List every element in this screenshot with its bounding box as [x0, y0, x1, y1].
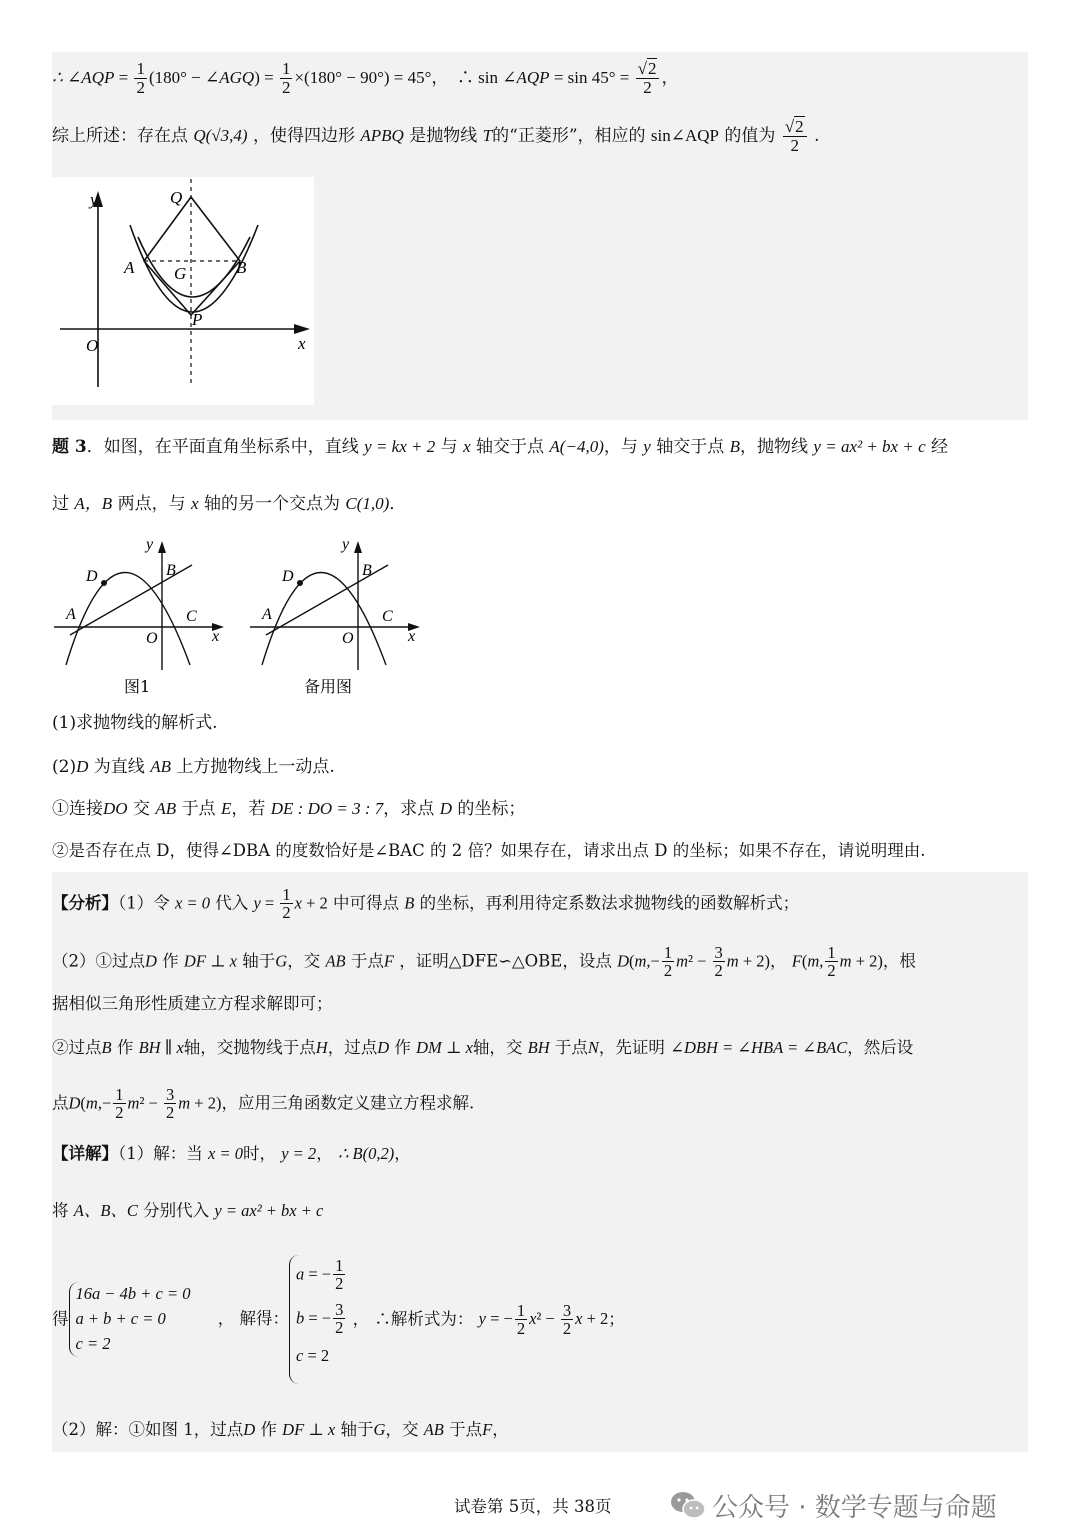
q3-line-2: 过 A，B 两点，与 x 轴的另一个交点为 C(1,0)． [52, 494, 407, 514]
fig-prev-label-a: A [124, 258, 135, 277]
detail-line-1: 【详解】（1）解：当 x = 0时， y = 2， ∴ B(0,2)， [52, 1144, 411, 1163]
detail-line-3: （2）解：①如图 1，过点D 作 DF ⊥ x 轴于G，交 AB 于点F， [52, 1420, 509, 1439]
q3-part-2: (2)D 为直线 AB 上方抛物线上一动点. [52, 757, 335, 777]
q3-sub-1: ①连接DO 交 AB 于点 E，若 DE : DO = 3 : 7，求点 D 的坐标； [52, 799, 526, 819]
svg-text:y: y [342, 536, 350, 553]
analysis-tag: 【分析】 [52, 893, 118, 913]
equation-system: 16a − 4b + c = 0 a + b + c = 0 c = 2 [69, 1282, 191, 1356]
solution-line-2: 综上所述：存在点 Q(√3,4) ，使得四边形 APBQ 是抛物线 T的“正菱形”，相应的 sin∠AQP 的值为 $\frac{√2}{2}$ . [52, 117, 820, 155]
svg-text:x: x [212, 628, 220, 645]
fig-prev-label-o: O [86, 336, 99, 355]
fig-prev-label-g: G [174, 264, 187, 283]
fig-prev-label-b: B [236, 258, 247, 277]
svg-text:x: x [408, 628, 416, 645]
detail-system: 得 16a − 4b + c = 0 a + b + c = 0 c = 2 ， 解得： a = − $\frac{1}{2}$ b = − $\frac{3}{2}$ c = 2 ， ∴解析式为： y = − $\frac{1}{2}$ x² − $\frac{3}{2}$ x + 2； [52, 1255, 625, 1384]
fig-prev-label-p: P [192, 310, 203, 329]
figure-1-caption: 图1 [124, 677, 151, 696]
analysis-line-2: （2）①过点D 作 DF ⊥ x 轴于G，交 AB 于点F ，证明△DFE∽△OBE，设点 D(m,− $\frac{1}{2}$ m² − $\frac{3}{2}$ m + 2)， F(m, $\frac{1}{2}$ m + 2)，根 [52, 943, 916, 981]
solution-line-1: ∴ ∠AQP = $\frac{1}{2}$ (180° − ∠AGQ) = $\frac{1}{2}$ ×(180° − 90°) = 45°， ∴ sin ∠AQP = sin 45° = $\frac{√2}{2}$ ， [52, 59, 679, 97]
svg-text:A: A [66, 606, 76, 623]
wechat-icon [668, 1489, 708, 1526]
svg-text:C: C [186, 608, 197, 625]
detail-tag: 【详解】 [52, 1144, 118, 1163]
q3-sub-2: ②是否存在点 D，使得∠DBA 的度数恰好是∠BAC 的 2 倍？如果存在，请求出点 D 的坐标；如果不存在，请说明理由. [52, 841, 926, 860]
point-q: Q(√3,4) [193, 125, 248, 145]
analysis-line-5: 点D(m,− $\frac{1}{2}$ m² − $\frac{3}{2}$ m + 2)，应用三角函数定义建立方程求解. [52, 1085, 475, 1123]
question-number: 题 3 [52, 437, 87, 457]
fig-prev-label-y: y [90, 190, 98, 209]
svg-text:D: D [86, 568, 98, 585]
analysis-line-3: 据相似三角形性质建立方程求解即可； [52, 994, 333, 1013]
svg-text:y: y [146, 536, 154, 553]
q3-line-1: 题 3．如图，在平面直角坐标系中，直线 y = kx + 2 与 x 轴交于点 A(−4,0)，与 y 轴交于点 B，抛物线 y = ax² + bx + c 经 [52, 437, 949, 457]
svg-text:A: A [262, 606, 272, 623]
analysis-line-1: 【分析】（1）令 x = 0 代入 y = $\frac{1}{2}$ x + 2 中可得点 B 的坐标，再利用待定系数法求抛物线的函数解析式； [52, 885, 800, 923]
fig-prev-label-x: x [298, 334, 306, 353]
fig-prev-label-q: Q [170, 188, 183, 207]
svg-text:C: C [382, 608, 393, 625]
detail-line-2: 将 A、B、C 分别代入 y = ax² + bx + c [52, 1201, 324, 1220]
page-number: 试卷第 5页，共 38页 [454, 1497, 612, 1516]
svg-text:O: O [342, 630, 354, 647]
q3-part-1: (1)求抛物线的解析式. [52, 713, 218, 733]
rhombus-parabola-figure [52, 177, 314, 405]
svg-text:D: D [282, 568, 294, 585]
svg-text:O: O [146, 630, 158, 647]
svg-text:B: B [166, 562, 176, 579]
figure-1 [52, 535, 232, 700]
backup-figure-caption: 备用图 [304, 677, 353, 696]
solution-system: a = − $\frac{1}{2}$ b = − $\frac{3}{2}$ c = 2 [289, 1255, 347, 1384]
watermark-text: 公众号 · 数学专题与命题 [712, 1493, 997, 1523]
backup-figure [248, 535, 428, 700]
svg-text:B: B [362, 562, 372, 579]
analysis-line-4: ②过点B 作 BH ∥ x轴，交抛物线于点H，过点D 作 DM ⊥ x轴，交 BH 于点N，先证明 ∠DBH = ∠HBA = ∠BAC，然后设 [52, 1038, 914, 1057]
